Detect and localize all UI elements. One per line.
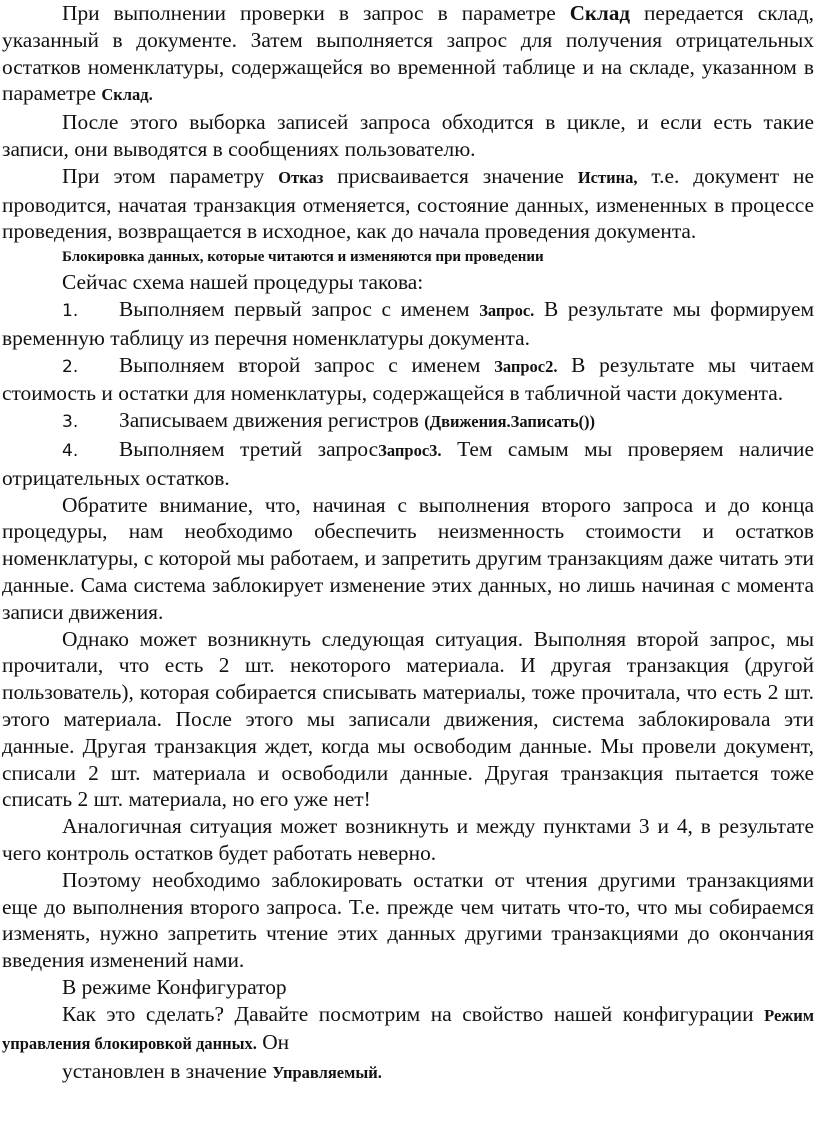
list-number: 2. (62, 356, 79, 377)
list-number: 1. (62, 300, 79, 321)
paragraph-1 (2, 0, 814, 109)
list-item (2, 352, 814, 408)
paragraph-6: Однако может возникнуть следующая ситуация. Выполняя второй запрос, мы прочитали, что есть 2 шт. некоторого материала. И другая транзакция (другой пользователь), которая собирается списывать материалы, тоже прочитала, что есть 2 шт. этого материала. После этого мы записали движения, система заблокировала эти данные. Другая транзакция ждет, когда мы освободим данные. Мы провели документ, списали 2 шт. материала и освободили данные. Другая транзакция пытается тоже списать 2 шт. материала, но его уже нет! (2, 626, 814, 812)
value-istina: Истина, (577, 167, 638, 187)
list-item (2, 296, 814, 352)
paragraph-2: После этого выборка записей запроса обходится в цикле, и если есть такие записи, они выводятся в сообщениях пользователю. (2, 110, 814, 161)
query-name: Запрос. (479, 300, 535, 320)
paragraph-8: Поэтому необходимо заблокировать остатки от чтения другими транзакциями еще до выполнения второго запроса. Т.е. прежде чем читать что-то, что мы собираемся изменять, нужно запретить чтение этих данных другими транзакциями до окончания введения изменений нами. (2, 867, 814, 973)
text: установлен в значение (62, 1059, 273, 1084)
paragraph-4: Сейчас схема нашей процедуры такова: (62, 270, 424, 295)
text: Выполняем первый запрос с именем (119, 296, 480, 321)
text: Тем самым мы проверяем наличие отрицательных остатков. (2, 436, 814, 490)
value-upravlyaemy: Управляемый. (272, 1063, 382, 1083)
paragraph-10 (2, 1001, 814, 1059)
list-item (2, 436, 814, 492)
paragraph-7: Аналогичная ситуация может возникнуть и между пунктами 3 и 4, в результате чего контроль остатков будет работать неверно. (2, 814, 814, 865)
method-call: (Движения.Записать()) (424, 412, 596, 432)
list-item (2, 407, 814, 436)
text: В результате мы формируем временную таблицу из перечня номенклатуры документа. (2, 296, 814, 350)
param-sklad-2: Склад. (101, 85, 153, 105)
text: Как это сделать? Давайте посмотрим на свойство нашей конфигурации (62, 1001, 765, 1026)
text: передается склад, указанный в документе. Затем выполняется запрос для получения отрицательных остатков номенклатуры, содержащейся во временной таблице и на складе, указанном в параметре (2, 1, 814, 106)
paragraph-5: Обратите внимание, что, начиная с выполнения второго запроса и до конца процедуры, нам необходимо обеспечить неизменность стоимости и остатков номенклатуры, с которой мы работаем, и запретить другим транзакциям даже читать эти данные. Сама система заблокирует изменение этих данных, но лишь начиная с момента записи движения. (2, 492, 814, 624)
query-name: Запрос2. (494, 356, 558, 376)
text: Записываем движения регистров (119, 408, 425, 433)
list-number: 4. (62, 440, 79, 461)
text: При этом параметру (62, 163, 279, 188)
text: т.е. документ не проводится, начатая транзакция отменяется, состояние данных, измененных в процессе проведения, возвращается в исходное, как до начала проведения документа. (2, 163, 814, 244)
text: Выполняем третий запрос (119, 436, 379, 461)
section-heading: Блокировка данных, которые читаются и изменяются при проведении (62, 249, 544, 266)
text: присваивается значение (323, 163, 578, 188)
list-number: 3. (62, 412, 79, 433)
text: Он (256, 1030, 290, 1055)
text: Выполняем второй запрос с именем (119, 352, 495, 377)
paragraph-3 (2, 163, 814, 245)
paragraph-9: В режиме Конфигуратор (62, 974, 287, 999)
text: При выполнении проверки в запрос в параметре (62, 1, 570, 25)
property-name: Режим управления блокировкой данных. (2, 1005, 814, 1054)
text: В результате мы читаем стоимость и остатки для номенклатуры, содержащейся в табличной части документа. (2, 352, 814, 406)
param-sklad: Склад (569, 1, 630, 25)
param-otkaz: Отказ (278, 167, 324, 187)
paragraph-11 (2, 1058, 814, 1087)
query-name: Запрос3. (378, 440, 442, 460)
